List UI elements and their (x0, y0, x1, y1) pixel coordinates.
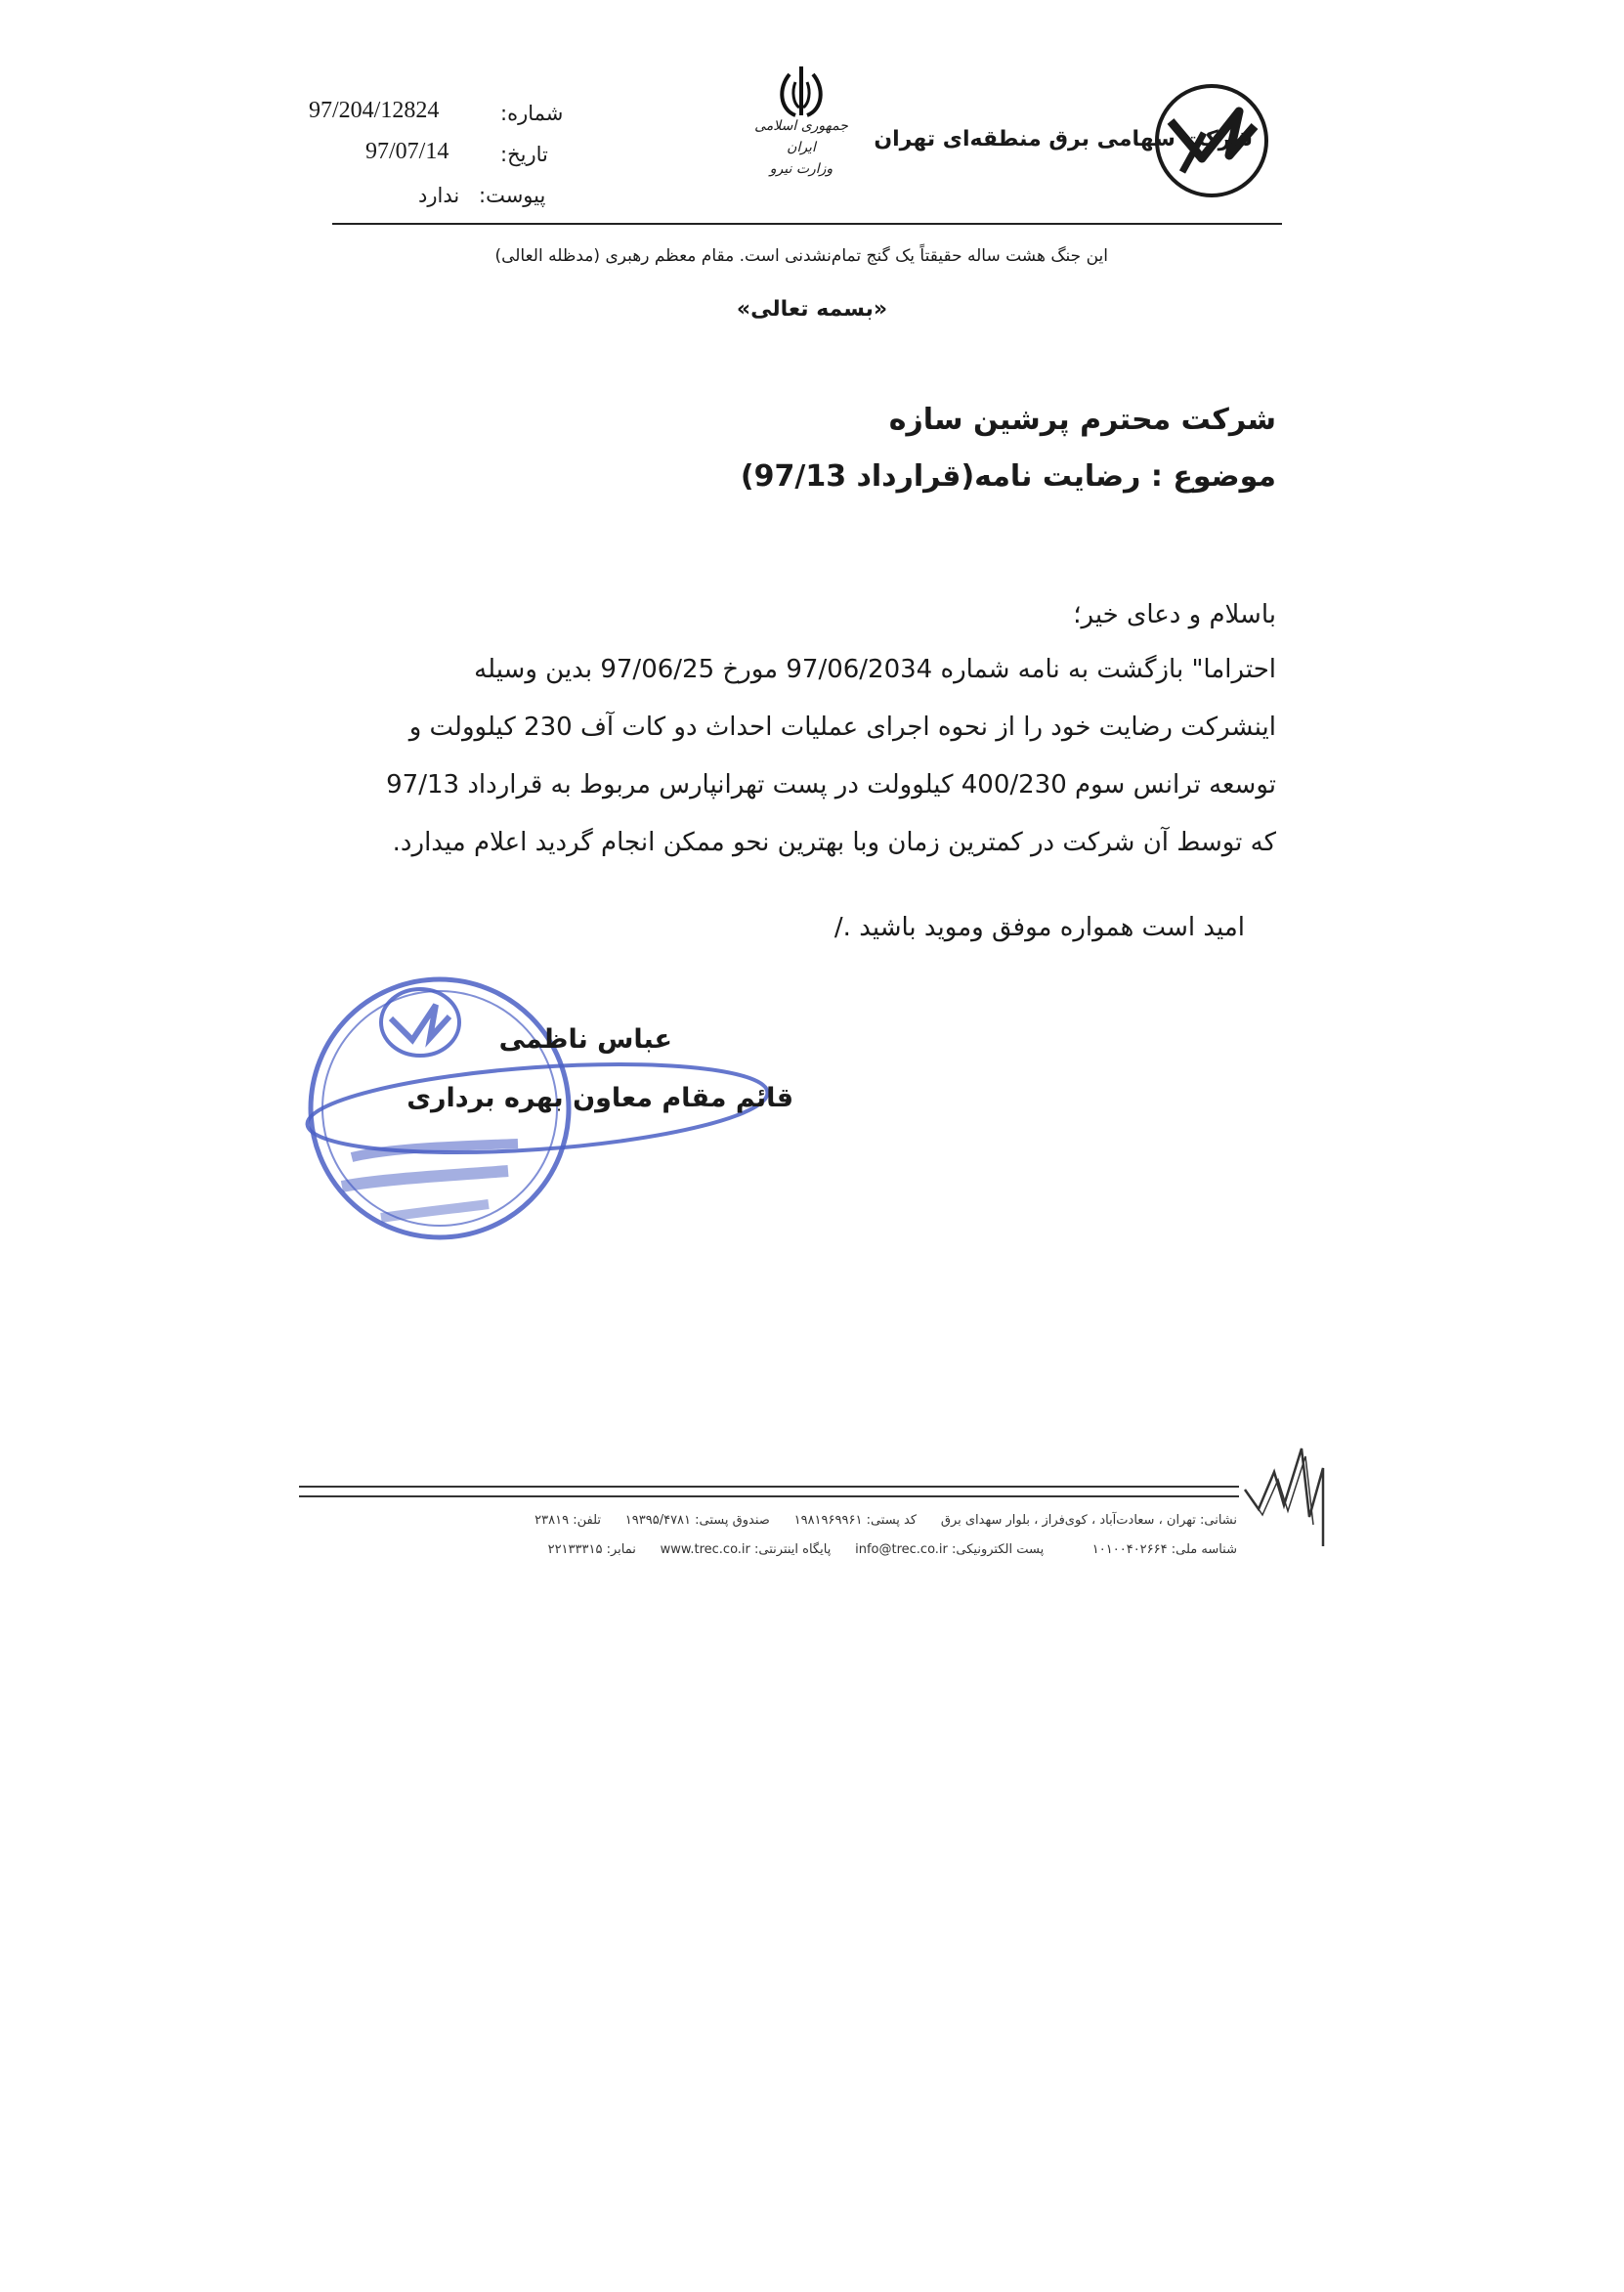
body-line: اینشرکت رضایت خود را از نحوه اجرای عملیات احداث دو کات آف 230 کیلوولت و (408, 713, 1276, 742)
header-divider (332, 223, 1282, 225)
ministry-line-2: وزارت نیرو (769, 161, 833, 177)
footer-row-2 (548, 1542, 1237, 1557)
closing: امید است همواره موفق وموید باشید ./ (833, 913, 1245, 942)
body-line: توسعه ترانس سوم 400/230 کیلوولت در پست تهرانپارس مربوط به قرارداد 97/13 (386, 770, 1276, 800)
footer-phone: تلفن: ۲۳۸۱۹ (534, 1513, 601, 1528)
footer-website: پایگاه اینترنتی: www.trec.co.ir (660, 1542, 832, 1557)
footer-fax: نمابر: ۲۲۱۳۳۳۱۵ (547, 1542, 636, 1557)
ministry-caption (752, 115, 850, 180)
footer-row-1 (534, 1513, 1237, 1528)
footer-logo (1241, 1429, 1329, 1556)
recipient: شرکت محترم پرشین سازه (888, 403, 1276, 437)
letter-number-row (309, 98, 439, 124)
letter-date-label: تاریخ: (500, 143, 548, 166)
ministry-line-1: جمهوری اسلامی ایران (754, 118, 848, 155)
letter-body (299, 641, 1276, 872)
greeting: باسلام و دعای خیر؛ (1073, 600, 1276, 629)
footer-postal-code: کد پستی: ۱۹۸۱۹۶۹۹۶۱ (793, 1513, 918, 1528)
body-line: که توسط آن شرکت در کمترین زمان وبا بهترین نحو ممکن انجام گردید اعلام میدارد. (392, 828, 1276, 857)
letter-number-label: شماره: (500, 102, 564, 125)
footer-po-box: صندوق پستی: ۱۹۳۹۵/۴۷۸۱ (624, 1513, 770, 1528)
letter-date-row (365, 139, 449, 165)
attachment-label: پیوست: (479, 184, 546, 207)
footer-divider-2 (299, 1495, 1239, 1497)
letter-number: 97/204/12824 (309, 98, 440, 123)
bismillah: «بسمه تعالی» (736, 297, 888, 322)
company-name: شرکت سهامی برق منطقه‌ای تهران (874, 127, 1253, 151)
body-line: احتراما" بازگشت به نامه شماره 97/06/2034 مورخ 97/06/25 بدین وسیله (474, 655, 1276, 684)
footer-divider (299, 1486, 1239, 1488)
slogan: این جنگ هشت ساله حقیقتاً یک گنج تمام‌نشدنی است. مقام معظم رهبری (مدظله العالی) (494, 246, 1108, 266)
subject: موضوع : رضایت نامه(قرارداد 97/13) (740, 459, 1276, 494)
footer-national-id: شناسه ملی: ۱۰۱۰۰۴۰۲۶۶۴ (1091, 1542, 1237, 1557)
footer-address: نشانی: تهران ، سعادت‌آباد ، کوی‌فراز ، بلوار سهدای برق (940, 1513, 1237, 1528)
letter-date: 97/07/14 (365, 139, 449, 164)
signatory-name: عباس ناظمی (498, 1024, 672, 1055)
attachment-value: ندارد (418, 184, 460, 207)
signatory-title: قائم مقام معاون بهره برداری (406, 1083, 793, 1113)
footer-email: پست الکترونیکی: info@trec.co.ir (855, 1542, 1045, 1557)
